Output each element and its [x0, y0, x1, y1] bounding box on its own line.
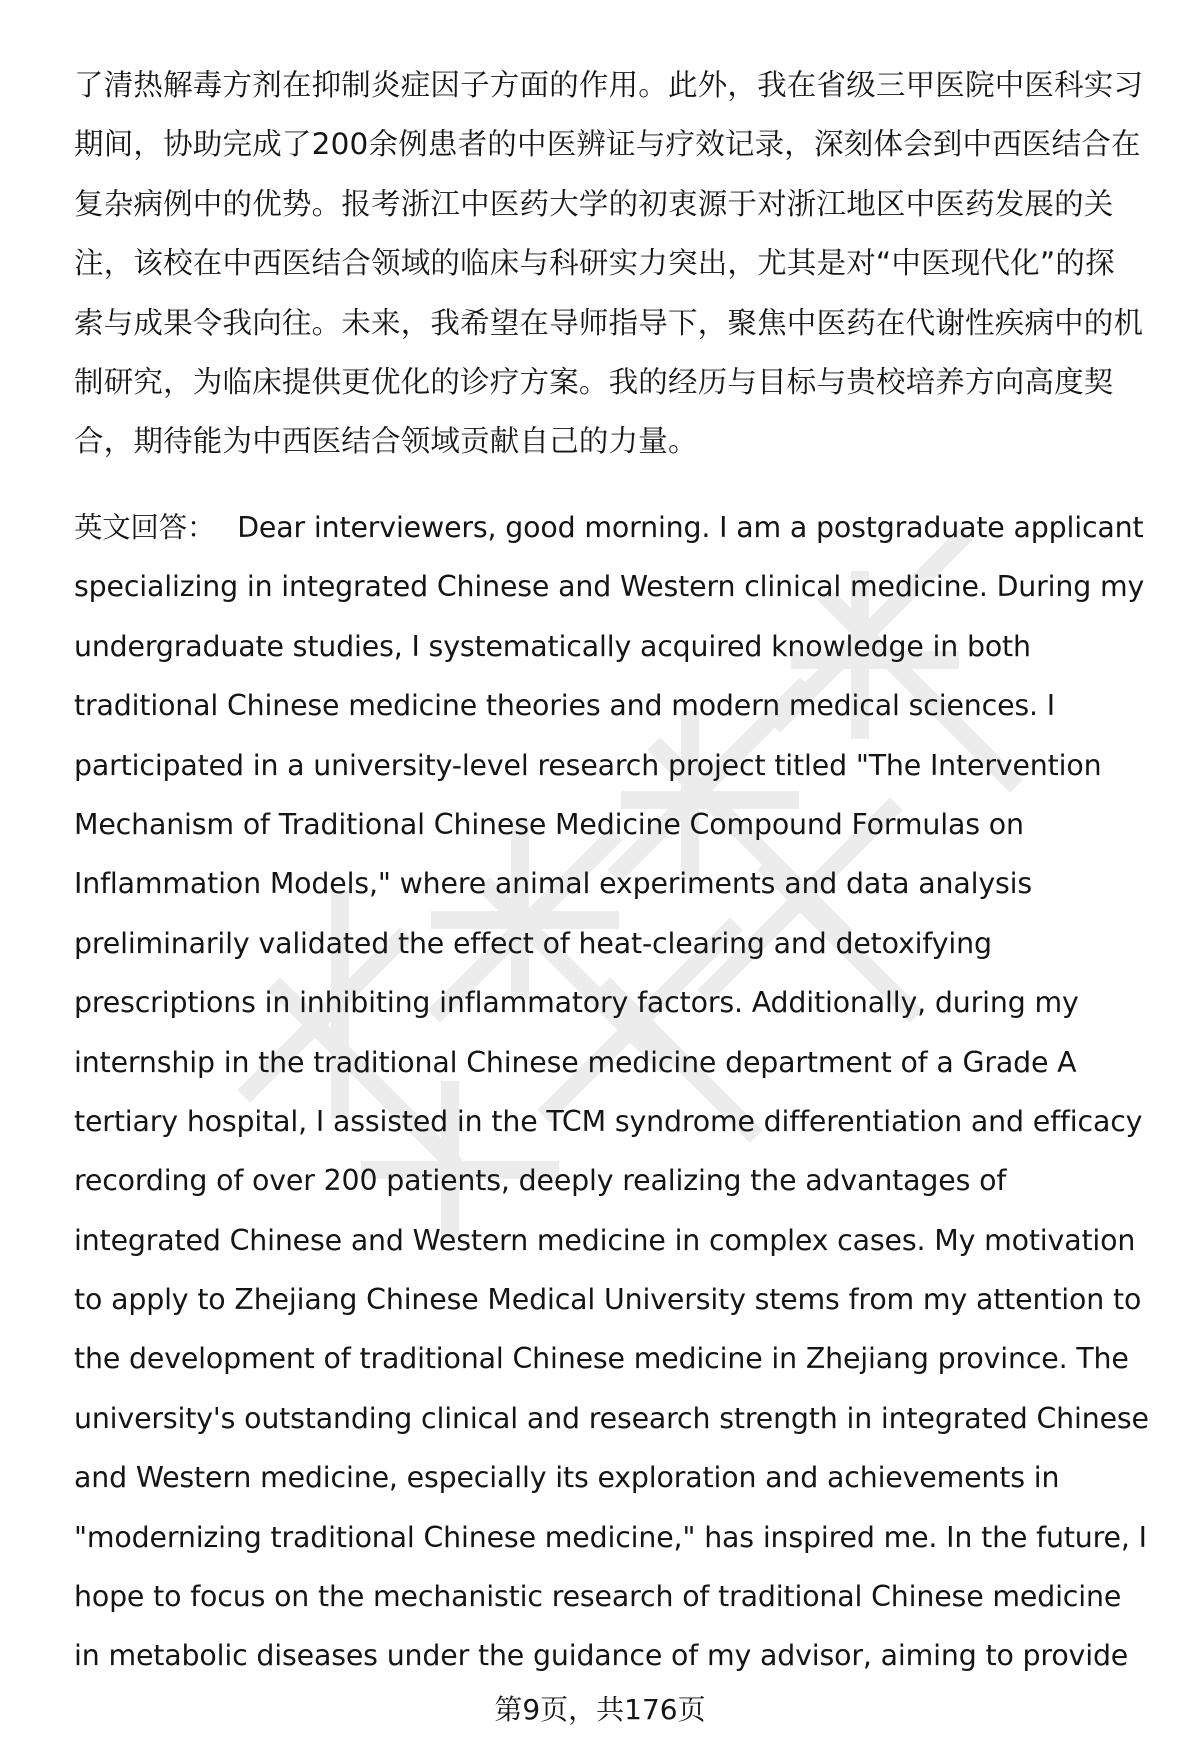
- text-line: 制研究，为临床提供更优化的诊疗方案。我的经历与目标与贵校培养方向高度契: [74, 364, 1114, 399]
- text-line: hope to focus on the mechanistic research of traditional Chinese medicine: [74, 1580, 1122, 1614]
- text-line: 复杂病例中的优势。报考浙江中医药大学的初衷源于对浙江地区中医药发展的关: [74, 186, 1114, 221]
- text-line: 合，期待能为中西医结合领域贡献自己的力量。: [74, 424, 698, 459]
- text-line: university's outstanding clinical and research strength in integrated Chinese: [74, 1401, 1149, 1435]
- text-line: "modernizing traditional Chinese medicine," has inspired me. In the future, I: [74, 1520, 1147, 1554]
- text-line: Inflammation Models," where animal experiments and data analysis: [74, 867, 1033, 901]
- text-line: internship in the traditional Chinese medicine department of a Grade A: [74, 1045, 1077, 1079]
- page-number-footer: 第9页，共176页: [494, 1693, 706, 1726]
- english-first-line-text: Dear interviewers, good morning. I am a postgraduate applicant: [237, 511, 1144, 544]
- text-line: tertiary hospital, I assisted in the TCM syndrome differentiation and efficacy: [74, 1104, 1143, 1138]
- text-line-first: [74, 498, 1154, 557]
- text-line: participated in a university-level research project titled "The Intervention: [74, 748, 1102, 782]
- text-line: 索与成果令我向往。未来，我希望在导师指导下，聚焦中医药在代谢性疾病中的机: [74, 305, 1144, 340]
- english-answer-paragraph: [74, 498, 1154, 1686]
- text-line: specializing in integrated Chinese and Western clinical medicine. During my: [74, 570, 1145, 604]
- text-line: 期间，协助完成了200余例患者的中医辨证与疗效记录，深刻体会到中西医结合在: [74, 127, 1141, 162]
- chinese-answer-paragraph: [74, 56, 1154, 472]
- text-line: integrated Chinese and Western medicine in complex cases. My motivation: [74, 1223, 1136, 1257]
- text-line: and Western medicine, especially its exploration and achievements in: [74, 1461, 1060, 1495]
- text-line: Mechanism of Traditional Chinese Medicine Compound Formulas on: [74, 807, 1024, 841]
- text-line: preliminarily validated the effect of heat-clearing and detoxifying: [74, 926, 992, 960]
- english-answer-label: 英文回答：: [74, 511, 216, 544]
- text-line: to apply to Zhejiang Chinese Medical University stems from my attention to: [74, 1283, 1142, 1317]
- text-line: undergraduate studies, I systematically acquired knowledge in both: [74, 629, 1031, 663]
- text-line: 注，该校在中西医结合领域的临床与科研实力突出，尤其是对“中医现代化”的探: [74, 246, 1115, 281]
- text-line: prescriptions in inhibiting inflammatory factors. Additionally, during my: [74, 986, 1079, 1020]
- text-line: traditional Chinese medicine theories and modern medical sciences. I: [74, 689, 1056, 723]
- text-line: recording of over 200 patients, deeply realizing the advantages of: [74, 1164, 1007, 1198]
- text-line: the development of traditional Chinese medicine in Zhejiang province. The: [74, 1342, 1129, 1376]
- text-line: in metabolic diseases under the guidance of my advisor, aiming to provide: [74, 1639, 1129, 1673]
- text-line: 了清热解毒方剂在抑制炎症因子方面的作用。此外，我在省级三甲医院中医科实习: [74, 68, 1144, 102]
